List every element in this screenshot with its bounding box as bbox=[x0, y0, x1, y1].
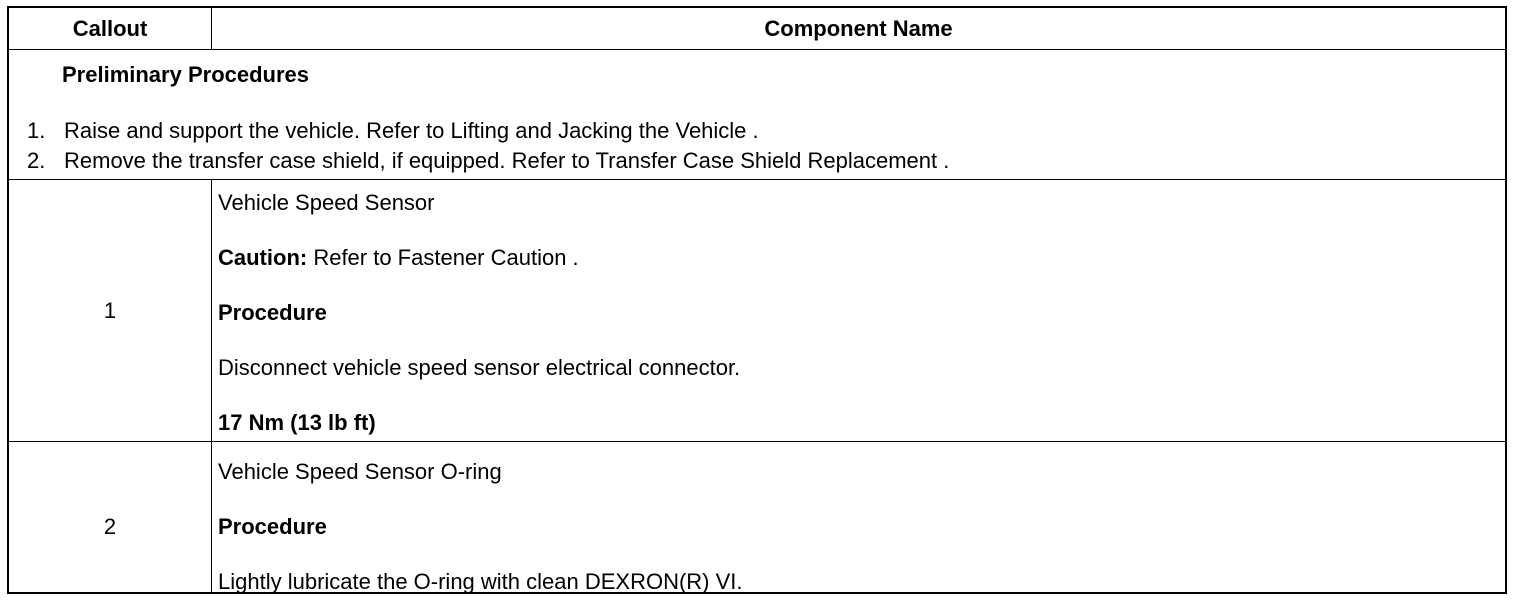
callout-number: 1 bbox=[103, 298, 117, 323]
callout-column-header: Callout bbox=[72, 15, 148, 41]
step-number: 1. bbox=[27, 118, 46, 143]
procedure-text: Disconnect vehicle speed sensor electrical connector. bbox=[218, 355, 741, 380]
callout-number: 2 bbox=[103, 514, 117, 539]
preliminary-procedures-row bbox=[9, 50, 1505, 180]
preliminary-procedures-title: Preliminary Procedures bbox=[62, 62, 310, 87]
preliminary-step bbox=[27, 148, 949, 174]
procedure-label: Procedure bbox=[218, 514, 327, 539]
table-header-row bbox=[9, 8, 1505, 50]
caution-label: Caution: bbox=[218, 245, 308, 270]
step-text: Remove the transfer case shield, if equipped. Refer to Transfer Case Shield Replacement . bbox=[64, 148, 950, 173]
procedure-table bbox=[7, 6, 1507, 594]
table-row bbox=[9, 180, 1505, 442]
procedure-text: Lightly lubricate the O-ring with clean DEXRON(R) VI. bbox=[218, 569, 743, 594]
component-name: Vehicle Speed Sensor O-ring bbox=[218, 459, 502, 484]
caution-line bbox=[218, 245, 579, 271]
table-row bbox=[9, 442, 1505, 592]
preliminary-step bbox=[27, 118, 759, 144]
column-divider bbox=[211, 180, 212, 441]
caution-text: Refer to Fastener Caution . bbox=[307, 245, 579, 270]
torque-spec: 17 Nm (13 lb ft) bbox=[218, 410, 376, 435]
procedure-label: Procedure bbox=[218, 300, 327, 325]
step-text: Raise and support the vehicle. Refer to Lifting and Jacking the Vehicle . bbox=[64, 118, 759, 143]
step-number: 2. bbox=[27, 148, 46, 173]
component-name: Vehicle Speed Sensor bbox=[218, 190, 435, 215]
component-name-column-header: Component Name bbox=[764, 15, 953, 41]
column-divider bbox=[211, 442, 212, 592]
